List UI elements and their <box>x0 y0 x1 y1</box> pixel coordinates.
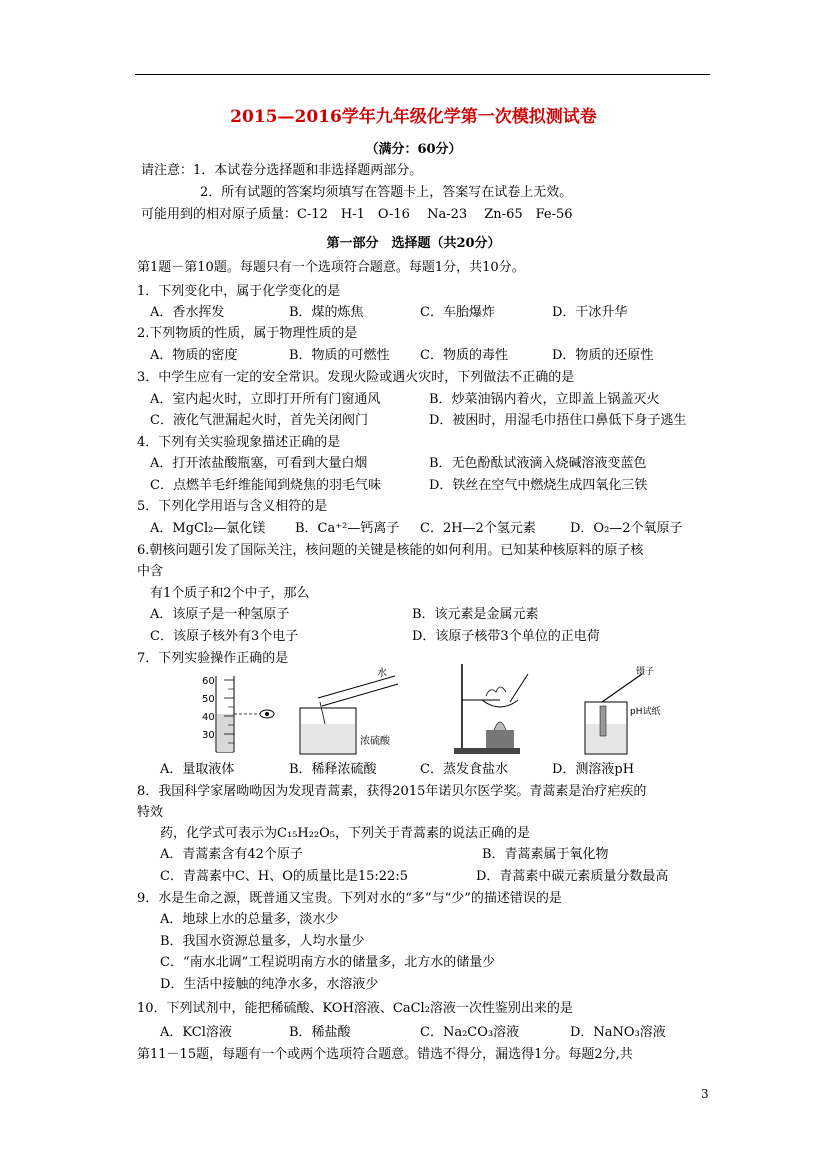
dilution-figure <box>300 666 398 754</box>
q7-figures <box>190 662 670 762</box>
q2-option-d: D．物质的还原性 <box>552 348 654 363</box>
note-1: 请注意：1．本试卷分选择题和非选择题两部分。 <box>141 163 423 178</box>
q8-option-b: B．青蒿素属于氧化物 <box>482 847 609 862</box>
question-8: 8．我国科学家屠呦呦因为发现青蒿素，获得2015年诺贝尔医学奖。青蒿素是治疗疟疾的 <box>137 784 647 799</box>
q6-option-d: D．该原子核带3个单位的正电荷 <box>412 629 600 644</box>
page-number: 3 <box>701 1087 709 1101</box>
part1-intro: 第1题－第10题。每题只有一个选项符合题意。每题1分，共10分。 <box>137 260 525 275</box>
ph-paper-label: pH试纸 <box>630 707 661 717</box>
q3-option-a: A．室内起火时，立即打开所有门窗通风 <box>150 392 381 407</box>
note-2: 2．所有试题的答案均须填写在答题卡上，答案写在试卷上无效。 <box>200 185 573 200</box>
cylinder-mark-30: 30 <box>202 730 215 741</box>
q7-option-c: C．蒸发食盐水 <box>420 762 508 777</box>
q2-option-a: A．物质的密度 <box>150 348 238 363</box>
q10-option-d: D．NaNO₃溶液 <box>570 1025 666 1040</box>
q10-option-b: B．稀盐酸 <box>289 1025 351 1040</box>
q1-option-a: A．香水挥发 <box>150 305 225 320</box>
question-2: 2.下列物质的性质，属于物理性质的是 <box>137 326 358 341</box>
q5-option-a: A．MgCl₂—氯化镁 <box>150 521 266 536</box>
q6-option-a: A．该原子是一种氢原子 <box>150 607 290 622</box>
q1-option-c: C．车胎爆炸 <box>420 305 495 320</box>
q9-option-d: D．生活中接触的纯净水多，水溶液少 <box>160 977 379 992</box>
q8-option-a: A．青蒿素含有42个原子 <box>160 847 303 862</box>
ph-figure <box>585 665 660 754</box>
q3-option-d: D．被困时，用湿毛巾捂住口鼻低下身子逃生 <box>429 413 687 428</box>
question-10: 10．下列试剂中，能把稀硫酸、KOH溶液、CaCl₂溶液一次性鉴别出来的是 <box>137 1001 573 1016</box>
q4-option-c: C．点燃羊毛纤维能闻到烧焦的羽毛气味 <box>150 478 381 493</box>
q3-option-c: C．液化气泄漏起火时，首先关闭阀门 <box>150 413 368 428</box>
cylinder-figure <box>202 676 274 752</box>
q5-option-b: B．Ca⁺²—钙离子 <box>295 521 400 536</box>
tweezers-label: 镊子 <box>636 667 655 677</box>
header-rule <box>135 74 710 75</box>
q7-option-a: A．量取液体 <box>160 762 235 777</box>
cylinder-mark-50: 50 <box>202 694 215 705</box>
cylinder-mark-40: 40 <box>202 712 215 723</box>
q2-option-b: B．物质的可燃性 <box>289 348 390 363</box>
q8-option-c: C．青蒿素中C、H、O的质量比是15:22:5 <box>160 869 409 884</box>
q4-option-d: D．铁丝在空气中燃烧生成四氧化三铁 <box>429 478 648 493</box>
water-label: 水 <box>377 668 387 679</box>
question-6-cont2: 有1个质子和2个中子，那么 <box>150 586 310 601</box>
cylinder-mark-60: 60 <box>202 676 215 687</box>
page-title: 2015—2016学年九年级化学第一次模拟测试卷 <box>230 107 597 127</box>
q5-option-c: C．2H—2个氢元素 <box>420 521 536 536</box>
q6-option-c: C．该原子核外有3个电子 <box>150 629 299 644</box>
atomic-masses: 可能用到的相对原子质量：C-12 H-1 O-16 Na-23 Zn-65 Fe-56 <box>141 207 573 222</box>
question-8-cont2: 药，化学式可表示为C₁₅H₂₂O₅，下列关于青蒿素的说法正确的是 <box>160 826 530 841</box>
q3-option-b: B．炒菜油锅内着火，立即盖上锅盖灭火 <box>429 392 660 407</box>
q4-option-a: A．打开浓盐酸瓶塞，可看到大量白烟 <box>150 456 368 471</box>
q6-option-b: B．该元素是金属元素 <box>412 607 539 622</box>
q2-option-c: C．物质的毒性 <box>420 348 508 363</box>
q7-option-d: D．测溶液pH <box>552 762 635 777</box>
score-note: （满分：60分） <box>365 142 462 157</box>
question-9: 9．水是生命之源，既普通又宝贵。下列对水的“多”与“少”的描述错误的是 <box>137 891 562 906</box>
question-6: 6.朝核问题引发了国际关注，核问题的关键是核能的如何利用。已知某种核原料的原子核 <box>137 543 644 558</box>
question-4: 4．下列有关实验现象描述正确的是 <box>137 435 341 450</box>
question-6-cont: 中含 <box>137 564 164 579</box>
acid-label: 浓硫酸 <box>360 736 390 747</box>
question-7: 7．下列实验操作正确的是 <box>137 651 289 666</box>
q5-option-d: D．O₂—2个氧原子 <box>570 521 683 536</box>
q9-option-b: B．我国水资源总量多，人均水量少 <box>160 934 365 949</box>
evaporation-figure <box>454 664 528 754</box>
q10-option-c: C．Na₂CO₃溶液 <box>420 1025 520 1040</box>
q1-option-b: B．煤的炼焦 <box>289 305 364 320</box>
question-1: 1．下列变化中，属于化学变化的是 <box>137 284 341 299</box>
q8-option-d: D．青蒿素中碳元素质量分数最高 <box>476 869 669 884</box>
q10-option-a: A．KCl溶液 <box>160 1025 232 1040</box>
q4-option-b: B．无色酚酞试液滴入烧碱溶液变蓝色 <box>429 456 647 471</box>
q9-option-a: A．地球上水的总量多，淡水少 <box>160 912 339 927</box>
question-8-cont: 特效 <box>137 805 164 820</box>
q7-option-b: B．稀释浓硫酸 <box>289 762 377 777</box>
question-5: 5．下列化学用语与含义相符的是 <box>137 499 328 514</box>
part1-heading: 第一部分 选择题（共20分） <box>326 236 501 251</box>
q1-option-d: D．干冰升华 <box>552 305 628 320</box>
part2-intro: 第11－15题，每题有一个或两个选项符合题意。错选不得分，漏选得1分。每题2分,共 <box>137 1047 633 1062</box>
question-3: 3．中学生应有一定的安全常识。发现火险或遇火灾时，下列做法不正确的是 <box>137 370 575 385</box>
q9-option-c: C．“南水北调”工程说明南方水的储量多，北方水的储量少 <box>160 955 496 970</box>
